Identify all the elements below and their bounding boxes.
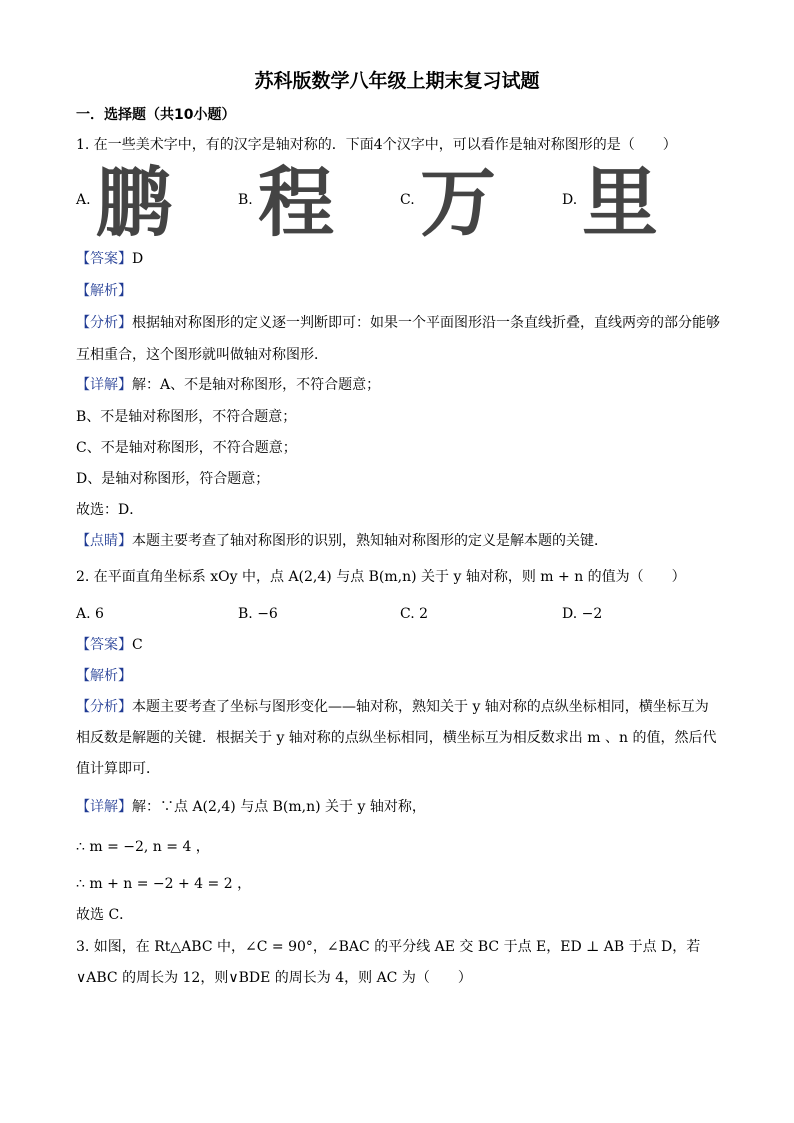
dianjing-tag: 【点睛】	[76, 533, 132, 549]
fenxi-tag: 【分析】	[76, 315, 132, 331]
q1-option-b-label: B.	[238, 192, 253, 208]
answer-value: C	[132, 637, 143, 653]
dianjing-text: 本题主要考查了轴对称图形的识别，熟知轴对称图形的定义是解本题的关键．	[132, 533, 608, 549]
q1-choose: 故选：D．	[76, 502, 144, 518]
xiangjie-tag: 【详解】	[76, 799, 132, 815]
q2-option-d: D. −2	[562, 606, 603, 622]
q1-answer	[76, 250, 143, 268]
fenxi-tag: 【分析】	[76, 699, 132, 715]
q3-stem-1: 3. 如图，在 Rt△ABC 中，∠C = 90°，∠BAC 的平分线 AE 交 BC 于点 E，ED ⊥ AB 于点 D，若	[76, 939, 701, 955]
q2-option-b: B. −6	[238, 606, 278, 622]
q2-fenxi-3: 值计算即可．	[76, 761, 160, 777]
q2-xiangjie	[76, 798, 426, 816]
q1-dianjing	[76, 532, 608, 550]
q1-fenxi-1	[76, 314, 720, 332]
q1-xiangjie-b: B、不是轴对称图形，不符合题意；	[76, 409, 297, 425]
section-heading: 一．选择题（共10小题）	[76, 107, 236, 123]
q3-stem-2: ∨ABC 的周长为 12，则∨BDE 的周长为 4，则 AC 为（ ）	[76, 970, 472, 986]
fenxi-text: 本题主要考查了坐标与图形变化——轴对称，熟知关于 y 轴对称的点纵坐标相同，横坐标互为	[132, 699, 709, 715]
q1-option-a-label: A.	[76, 192, 91, 208]
q1-xiangjie	[76, 376, 380, 394]
q1-option-a-char: 鹏	[96, 158, 172, 247]
q1-option-d-char: 里	[582, 158, 658, 247]
q1-jiexi-tag: 【解析】	[76, 283, 132, 299]
q1-option-c-char: 万	[420, 158, 496, 247]
q2-option-a: A. 6	[76, 606, 104, 622]
q1-option-c-label: C.	[400, 192, 415, 208]
fenxi-text: 根据轴对称图形的定义逐一判断即可：如果一个平面图形沿一条直线折叠，直线两旁的部分能够	[132, 315, 720, 331]
answer-tag: 【答案】	[76, 637, 132, 653]
q2-fenxi-1	[76, 698, 709, 716]
q2-answer	[76, 636, 143, 654]
q2-option-c: C. 2	[400, 606, 429, 622]
q2-choose: 故选 C．	[76, 907, 134, 923]
q1-xiangjie-d: D、是轴对称图形，符合题意；	[76, 471, 270, 487]
q1-stem: 1. 在一些美术字中，有的汉字是轴对称的．下面4个汉字中，可以看作是轴对称图形的是（ ）	[76, 137, 677, 153]
xiangjie-text: 解：A、不是轴对称图形，不符合题意；	[132, 377, 381, 393]
q1-fenxi-2: 互相重合，这个图形就叫做轴对称图形．	[76, 347, 328, 363]
page-title: 苏科版数学八年级上期末复习试题	[254, 70, 540, 92]
q2-fenxi-2: 相反数是解题的关键．根据关于 y 轴对称的点纵坐标相同，横坐标互为相反数求出 m 、n 的值，然后代	[76, 730, 717, 746]
q2-step-2: ∴ m + n = −2 + 4 = 2 ，	[76, 876, 252, 892]
q1-xiangjie-c: C、不是轴对称图形，不符合题意；	[76, 440, 297, 456]
q1-option-d-label: D.	[562, 192, 578, 208]
xiangjie-text: 解：∵点 A(2,4) 与点 B(m,n) 关于 y 轴对称，	[132, 799, 426, 815]
answer-tag: 【答案】	[76, 251, 132, 267]
q2-stem: 2. 在平面直角坐标系 xOy 中，点 A(2,4) 与点 B(m,n) 关于 y 轴对称，则 m + n 的值为（ ）	[76, 569, 686, 585]
q2-step-1: ∴ m = −2, n = 4 ，	[76, 839, 210, 855]
q1-option-b-char: 程	[258, 158, 334, 247]
answer-value: D	[132, 251, 144, 267]
xiangjie-tag: 【详解】	[76, 377, 132, 393]
q2-jiexi-tag: 【解析】	[76, 668, 132, 684]
